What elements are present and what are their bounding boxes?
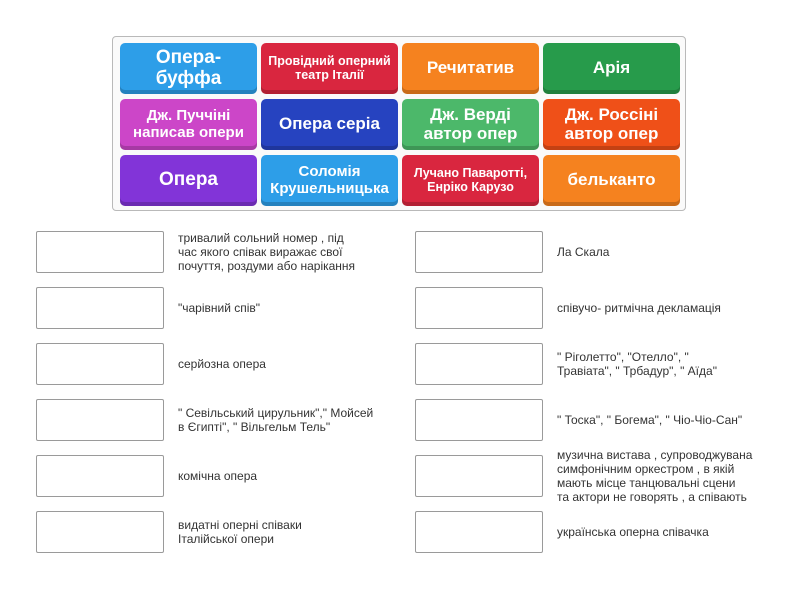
tile-puccini[interactable]	[120, 99, 257, 150]
tile-label: Арія	[592, 58, 631, 78]
tile-verdi[interactable]	[402, 99, 539, 150]
drop-zone[interactable]	[415, 231, 543, 273]
tile-belcanto[interactable]	[543, 155, 680, 206]
clue-text: "чарівний спів"	[178, 301, 261, 315]
tile-label: Дж. Пуччіні написав опери	[133, 107, 244, 141]
clue-text: Ла Скала	[557, 245, 610, 259]
clue-text: співучо- ритмічна декламація	[557, 301, 721, 315]
clue-text: " Ріголетто", "Отелло", " Травіата", " Трбадур", " Аїда"	[557, 350, 717, 378]
clue-text: українська оперна співачка	[557, 525, 709, 539]
tile-label: Речитатив	[426, 58, 515, 78]
tile-label: Дж. Верді автор опер	[423, 105, 518, 143]
tile-la-scala[interactable]	[261, 43, 398, 94]
tile-krushelnytska[interactable]	[261, 155, 398, 206]
tile-rossini[interactable]	[543, 99, 680, 150]
drop-zone[interactable]	[36, 455, 164, 497]
clue-text: комічна опера	[178, 469, 258, 483]
drop-zone[interactable]	[415, 343, 543, 385]
tile-label: Соломія Крушельницька	[270, 163, 389, 197]
tile-label: Опера серіа	[279, 114, 380, 134]
tile-aria[interactable]	[543, 43, 680, 94]
tile-pavarotti-caruso[interactable]	[402, 155, 539, 206]
tile-label: Провідний оперний театр Італії	[268, 54, 391, 82]
tile-label: Опера- буффа	[155, 46, 222, 89]
clue-text: тривалий сольний номер , під час якого співак виражає свої почуття, роздуми або нарікання	[178, 231, 356, 273]
drop-zone[interactable]	[415, 399, 543, 441]
clue-text: видатні оперні співаки Італійської опери	[178, 518, 302, 546]
tile-label: Лучано Паваротті, Енріко Карузо	[413, 166, 528, 194]
clue-text: серйозна опера	[178, 357, 266, 371]
drop-zone[interactable]	[36, 287, 164, 329]
clue-text: музична вистава , супроводжувана симфонічним оркестром , в якій мають місце танцювальні сцени та актори не говорять , а співають	[557, 448, 753, 504]
tile-opera-seria[interactable]	[261, 99, 398, 150]
tile-label: Опера	[159, 169, 218, 191]
drop-zone[interactable]	[36, 343, 164, 385]
tile-label: Дж. Россіні автор опер	[564, 105, 659, 143]
drop-zone[interactable]	[415, 511, 543, 553]
tile-opera-buffa[interactable]	[120, 43, 257, 94]
clue-text: " Севільський цирульник"," Мойсей в Єгипті", " Вільгельм Тель"	[178, 406, 374, 434]
tile-opera[interactable]	[120, 155, 257, 206]
drop-zone[interactable]	[36, 399, 164, 441]
drop-zone[interactable]	[36, 511, 164, 553]
tile-label: бельканто	[567, 170, 656, 190]
answer-bank	[112, 36, 686, 211]
drop-zone[interactable]	[36, 231, 164, 273]
drop-zone[interactable]	[415, 287, 543, 329]
drop-zone[interactable]	[415, 455, 543, 497]
clue-text: " Тоска", " Богема", " Чіо-Чіо-Сан"	[557, 413, 743, 427]
tile-recitative[interactable]	[402, 43, 539, 94]
